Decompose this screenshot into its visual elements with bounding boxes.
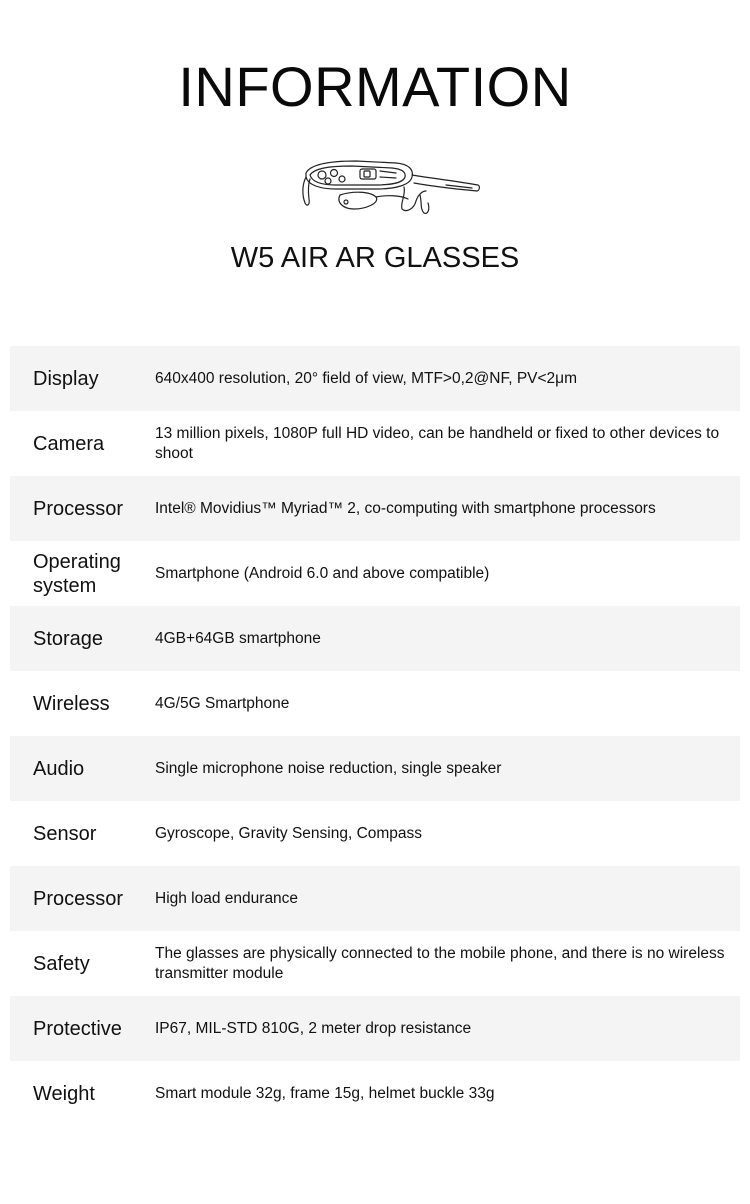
spec-label: Operating system bbox=[33, 550, 121, 597]
spec-value: Smart module 32g, frame 15g, helmet buckle 33g bbox=[155, 1084, 495, 1102]
spec-value: Gyroscope, Gravity Sensing, Compass bbox=[155, 824, 423, 842]
spec-row-audio bbox=[10, 736, 740, 801]
spec-value: Smartphone (Android 6.0 and above compatible) bbox=[155, 564, 490, 582]
spec-value: The glasses are physically connected to the mobile phone, and there is no wireless transmitter module bbox=[155, 944, 725, 982]
spec-label: Sensor bbox=[33, 822, 97, 845]
spec-label: Safety bbox=[33, 952, 90, 975]
spec-label: Wireless bbox=[33, 692, 110, 715]
spec-row-protective bbox=[10, 996, 740, 1061]
spec-label: Weight bbox=[33, 1082, 95, 1105]
page-title: INFORMATION bbox=[178, 55, 572, 118]
spec-value: High load endurance bbox=[155, 889, 299, 907]
spec-row-processor-endurance bbox=[10, 866, 740, 931]
spec-label: Processor bbox=[33, 887, 124, 910]
spec-table bbox=[10, 346, 740, 1126]
ar-glasses-icon bbox=[296, 155, 482, 217]
spec-row-operating-system bbox=[10, 541, 740, 606]
spec-row-camera bbox=[10, 411, 740, 476]
spec-label: Protective bbox=[33, 1017, 122, 1040]
spec-row-display bbox=[10, 346, 740, 411]
spec-label: Display bbox=[33, 367, 99, 390]
spec-value: Intel® Movidius™ Myriad™ 2, co-computing with smartphone processors bbox=[155, 499, 656, 517]
spec-value: 640x400 resolution, 20° field of view, MTF>0,2@NF, PV<2μm bbox=[155, 369, 578, 387]
spec-label: Processor bbox=[33, 497, 124, 520]
spec-row-processor bbox=[10, 476, 740, 541]
spec-value: 4GB+64GB smartphone bbox=[155, 629, 321, 647]
spec-value: IP67, MIL-STD 810G, 2 meter drop resistance bbox=[155, 1019, 472, 1037]
spec-row-storage bbox=[10, 606, 740, 671]
spec-label: Camera bbox=[33, 432, 105, 455]
spec-value: 4G/5G Smartphone bbox=[155, 694, 290, 712]
spec-label: Audio bbox=[33, 757, 85, 780]
spec-row-weight bbox=[10, 1061, 740, 1126]
spec-row-sensor bbox=[10, 801, 740, 866]
spec-row-safety bbox=[10, 931, 740, 996]
product-name: W5 AIR AR GLASSES bbox=[230, 242, 520, 274]
spec-value: Single microphone noise reduction, single speaker bbox=[155, 759, 502, 777]
spec-row-wireless bbox=[10, 671, 740, 736]
spec-label: Storage bbox=[33, 627, 104, 650]
spec-value: 13 million pixels, 1080P full HD video, can be handheld or fixed to other devices to shoot bbox=[155, 424, 720, 462]
